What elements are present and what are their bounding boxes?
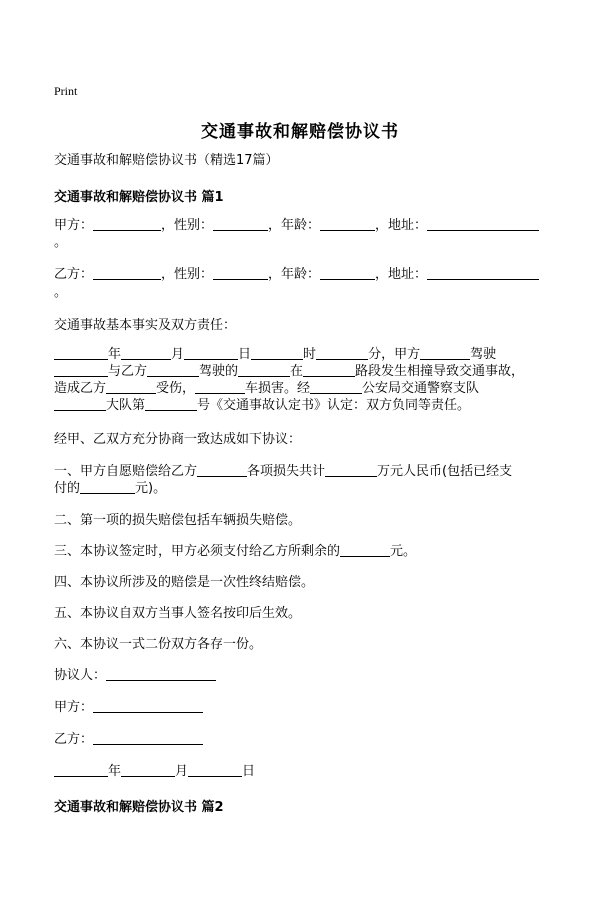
clause-1-a: 一、甲方自愿赔偿给乙方 [54,464,198,479]
clause-3-blank [340,544,390,557]
drive-label: 驾驶 [470,347,497,362]
hour-blank [251,347,303,360]
facts-line-2 [54,364,524,380]
signature-a [54,700,203,716]
clause-5: 五、本协议自双方当事人签名按印后生效。 [54,606,302,621]
party-a-line [54,218,539,234]
date-month-blank [121,764,175,777]
party-b-address-label: ，地址： [375,267,428,282]
year-label: 年 [108,347,122,362]
party-a-name-blank [93,218,161,231]
agreement-intro: 经甲、乙双方充分协商一致达成如下协议： [54,432,302,447]
subtitle: 交通事故和解赔偿协议书（精选17篇） [54,153,279,168]
road-blank [303,364,355,377]
document-title: 交通事故和解赔偿协议书 [201,122,399,142]
signature-a-blank [93,700,203,713]
section-heading-1: 交通事故和解赔偿协议书 篇1 [54,190,224,205]
party-b-name-blank [93,267,161,280]
party-b-age-label: ，年龄： [268,267,321,282]
party-a-age-label: ，年龄： [268,218,321,233]
signature-parties-label: 协议人： [54,668,107,683]
minute-blank [316,347,368,360]
clause-1-blank-3 [80,481,135,494]
month-blank [121,347,171,360]
party-b-label: 乙方： [54,267,94,282]
clause-1-c: 万元人民币(包括已经支 [377,464,513,479]
hour-label: 时 [303,347,317,362]
clause-1-b: 各项损失共计 [247,464,326,479]
facts-heading: 交通事故基本事实及双方责任： [54,318,237,333]
injured-label: 受伤， [156,381,196,396]
party-a-label: 甲方： [54,218,94,233]
facts-line-4 [54,398,470,414]
signature-b [54,732,203,748]
vehicle-a-blank [420,347,470,360]
party-a-address-blank [427,218,539,231]
party-a-gender-blank [213,218,268,231]
vehicle-blank [54,364,108,377]
party-b-blank [147,364,199,377]
clause-1-blank-1 [197,464,247,477]
cause-b-label: 造成乙方 [54,381,107,396]
year-blank [54,347,108,360]
brigade-label: 大队第 [106,398,146,413]
b-drive-label: 驾驶的 [199,364,239,379]
damage-label: 车损害。经 [245,381,311,396]
month-label: 月 [171,347,185,362]
vehicle-b-blank [238,364,290,377]
clause-4: 四、本协议所涉及的赔偿是一次性终结赔偿。 [54,575,315,590]
clause-3-b: 元。 [390,544,417,559]
party-a-gender-label: ，性别： [161,218,214,233]
section-heading-2: 交通事故和解赔偿协议书 篇2 [54,800,224,815]
party-a-age-blank [320,218,375,231]
clause-1-line-1 [54,464,512,480]
damage-blank [195,381,245,394]
party-b-gender-blank [213,267,268,280]
with-b-label: 与乙方 [108,364,148,379]
party-b-line [54,267,539,283]
print-link[interactable]: Print [54,84,78,98]
signature-parties [54,668,216,684]
date-line [54,764,255,780]
clause-1-blank-2 [325,464,377,477]
party-b-gender-label: ，性别： [161,267,214,282]
police-label: 公安局交通警察支队 [362,381,480,396]
date-day-label: 日 [242,764,256,779]
date-month-label: 月 [175,764,189,779]
police-blank [310,381,362,394]
signature-parties-blank [106,668,216,681]
clause-3 [54,544,416,560]
clause-2: 二、第一项的损失赔偿包括车辆损失赔偿。 [54,513,302,528]
party-a-end: 。 [54,235,68,250]
facts-line-3 [54,381,479,397]
day-label: 日 [238,347,252,362]
signature-a-label: 甲方： [54,700,94,715]
date-day-blank [188,764,242,777]
minute-label: 分，甲方 [368,347,421,362]
cert-label: 号《交通事故认定书》认定：双方负同等责任。 [197,398,471,413]
clause-6: 六、本协议一式二份双方各存一份。 [54,637,263,652]
clause-1-d: 付的 [54,481,81,496]
party-b-address-blank [427,267,539,280]
cert-no-blank [145,398,197,411]
facts-line-1 [54,347,496,363]
clause-1-line-2 [54,481,166,497]
brigade-blank [54,398,106,411]
date-year-blank [54,764,108,777]
party-b-age-blank [320,267,375,280]
date-year-label: 年 [108,764,122,779]
day-blank [184,347,238,360]
at-label: 在 [290,364,304,379]
collision-label: 路段发生相撞导致交通事故， [355,364,525,379]
clause-1-e: 元)。 [135,481,167,496]
party-a-address-label: ，地址： [375,218,428,233]
signature-b-label: 乙方： [54,732,94,747]
clause-3-a: 三、本协议签定时，甲方必须支付给乙方所剩余的 [54,544,341,559]
party-b-end: 。 [54,285,68,300]
injured-blank [106,381,156,394]
signature-b-blank [93,732,203,745]
